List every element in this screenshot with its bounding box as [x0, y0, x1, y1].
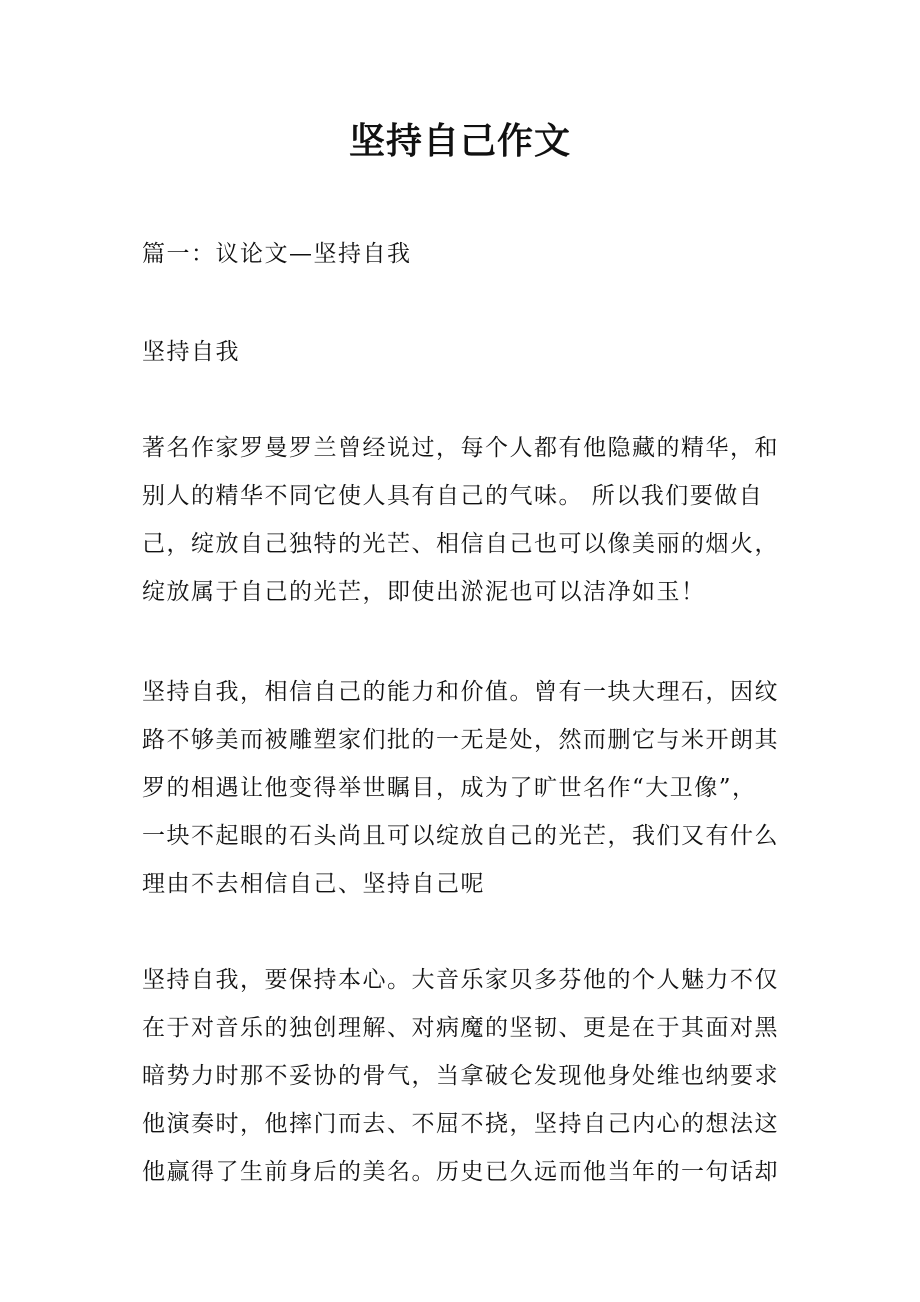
paragraph-line: 在于对音乐的独创理解、对病魔的坚韧、更是在于其面对黑: [142, 1015, 779, 1041]
paragraph-line: 他赢得了生前身后的美名。历史已久远而他当年的一句话却: [142, 1159, 779, 1185]
paragraph-line: 绽放属于自己的光芒，即使出淤泥也可以洁净如玉！: [142, 579, 706, 605]
paragraph-line: 己，绽放自己独特的光芒、相信自己也可以像美丽的烟火，: [142, 531, 779, 557]
paragraph-2: [142, 668, 802, 908]
paragraph-1: [142, 424, 802, 616]
paragraph-line: 著名作家罗曼罗兰曾经说过，每个人都有他隐藏的精华，和: [142, 435, 779, 461]
paragraph-line: 别人的精华不同它使人具有自己的气味。 所以我们要做自: [142, 483, 764, 509]
essay-title: 坚持自我: [142, 339, 240, 365]
paragraph-line: 坚持自我，要保持本心。大音乐家贝多芬他的个人魅力不仅: [142, 967, 779, 993]
paragraph-line: 罗的相遇让他变得举世瞩目，成为了旷世名作“大卫像”，: [142, 775, 757, 801]
document-title: 坚持自己作文: [348, 121, 571, 162]
paragraph-line: 理由不去相信自己、坚持自己呢: [142, 871, 485, 897]
paragraph-line: 暗势力时那不妥协的骨气，当拿破仑发现他身处维也纳要求: [142, 1063, 779, 1089]
paragraph-3: [142, 956, 802, 1196]
paragraph-line: 路不够美而被雕塑家们批的一无是处，然而删它与米开朗其: [142, 727, 779, 753]
paragraph-line: 他演奏时，他摔门而去、不屈不挠，坚持自己内心的想法这: [142, 1111, 779, 1137]
section-heading: 篇一：议论文—坚持自我: [142, 241, 412, 267]
paragraph-line: 坚持自我，相信自己的能力和价值。曾有一块大理石，因纹: [142, 679, 779, 705]
paragraph-line: 一块不起眼的石头尚且可以绽放自己的光芒，我们又有什么: [142, 823, 779, 849]
